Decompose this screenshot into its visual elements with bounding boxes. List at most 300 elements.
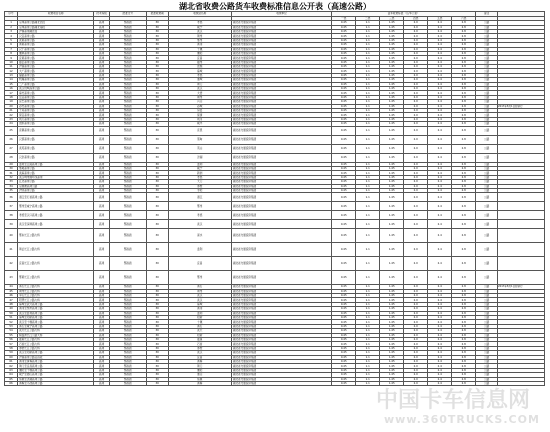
table-cell: 宜昌长江公路大桥 <box>18 257 94 271</box>
table-cell: 2.0 <box>404 166 428 170</box>
table-cell: 高速 <box>94 144 109 153</box>
table-cell: 高速 <box>94 104 109 108</box>
table-cell: 1.1 <box>356 220 380 229</box>
table-cell: 麻城 <box>168 302 231 306</box>
table-cell: 30 <box>146 21 168 25</box>
table-row <box>5 381 545 385</box>
table-cell: 0.45 <box>332 364 356 368</box>
table-cell: 高速 <box>94 180 109 184</box>
table-cell: 鄂政函 <box>109 220 146 229</box>
table-cell: 2.8 <box>452 73 476 77</box>
table-cell: 2.4 <box>428 188 452 192</box>
table-cell: 2.0 <box>404 302 428 306</box>
table-cell: 2.4 <box>428 364 452 368</box>
table-cell: 30 <box>146 220 168 229</box>
header-cell-class: 五类 <box>428 16 452 21</box>
table-cell: 黄冈 <box>168 43 231 47</box>
table-cell: 房县 <box>168 109 231 113</box>
table-cell: 4 <box>5 34 18 38</box>
table-cell: 20 <box>5 104 18 108</box>
table-cell: 荆岳长江公路大桥 <box>18 243 94 257</box>
table-cell: 十堰 <box>168 320 231 324</box>
table-cell: 公路 <box>476 342 498 346</box>
table-cell: 2.8 <box>452 220 476 229</box>
table-cell: 30 <box>146 377 168 381</box>
table-cell: 30 <box>146 126 168 135</box>
table-cell: 湖北省交通投资集团 <box>231 73 331 77</box>
table-cell: 2.0 <box>404 329 428 333</box>
table-cell: 1.45 <box>380 342 404 346</box>
table-cell: 鄂政函 <box>109 243 146 257</box>
table-cell: 鄂政函 <box>109 122 146 126</box>
table-cell: 2.8 <box>452 368 476 372</box>
table-cell: 0.45 <box>332 184 356 188</box>
table-cell: 鄂政函 <box>109 368 146 372</box>
table-cell: 湖北省交通投资集团 <box>231 289 331 293</box>
table-cell: 鄂政函 <box>109 333 146 337</box>
table-cell: 高速 <box>94 34 109 38</box>
table-cell: 2.4 <box>428 346 452 350</box>
table-cell: 武汉 <box>168 298 231 302</box>
table-cell: 0.45 <box>332 324 356 328</box>
table-cell: 2.4 <box>428 175 452 179</box>
table-cell: 1.1 <box>356 69 380 73</box>
table-cell: 鄂政函 <box>109 289 146 293</box>
table-cell: 汉洪高速公路 <box>18 153 94 162</box>
table-cell: 2.4 <box>428 320 452 324</box>
table-cell: 30 <box>146 381 168 385</box>
table-cell: 公路 <box>476 51 498 55</box>
table-cell: 2.4 <box>428 47 452 51</box>
table-cell: 30 <box>146 25 168 29</box>
table-cell: 公路 <box>476 175 498 179</box>
table-cell: 湖北省交通投资集团 <box>231 56 331 60</box>
table-cell: 30 <box>146 294 168 298</box>
table-cell: 0.45 <box>332 377 356 381</box>
table-cell: 公路 <box>476 211 498 220</box>
table-cell: 高速 <box>94 368 109 372</box>
table-cell: 鄂政函 <box>109 78 146 82</box>
table-cell: 2.4 <box>428 60 452 64</box>
table-cell: 0.45 <box>332 368 356 372</box>
table-cell: 2.0 <box>404 117 428 121</box>
table-cell: 随岳高速公路 <box>18 60 94 64</box>
table-cell: 公路 <box>476 153 498 162</box>
table-cell: 2.4 <box>428 311 452 315</box>
table-cell: 1.45 <box>380 153 404 162</box>
table-cell: 2.8 <box>452 271 476 285</box>
table-cell: 0.45 <box>332 381 356 385</box>
table-cell: 荆州 <box>168 95 231 99</box>
table-cell: 十堰 <box>168 47 231 51</box>
table-cell: 湖北省交通投资集团 <box>231 211 331 220</box>
table-cell: 鄂政函 <box>109 342 146 346</box>
table-cell: 高速 <box>94 43 109 47</box>
table-cell: 公路 <box>476 188 498 192</box>
table-cell: 2.0 <box>404 364 428 368</box>
table-cell: 0.45 <box>332 202 356 211</box>
table-cell: 宜昌 <box>168 355 231 359</box>
table-cell: 51 <box>5 316 18 320</box>
table-cell: 2.8 <box>452 25 476 29</box>
table-cell: 30 <box>146 117 168 121</box>
table-cell: 鄂政函 <box>109 65 146 69</box>
table-cell: 高速 <box>94 329 109 333</box>
table-cell: 30 <box>146 346 168 350</box>
table-cell: 1.1 <box>356 364 380 368</box>
table-cell: 30 <box>146 104 168 108</box>
table-cell: 2.8 <box>452 166 476 170</box>
table-cell: 湖北省交通投资集团 <box>231 243 331 257</box>
table-cell: 1.45 <box>380 47 404 51</box>
table-cell: 0.45 <box>332 294 356 298</box>
table-cell: 1.45 <box>380 104 404 108</box>
table-cell: 高速 <box>94 377 109 381</box>
table-cell: 麻城至武穴高速公路 <box>18 302 94 306</box>
table-cell: 1.45 <box>380 43 404 47</box>
table-cell: 公路 <box>476 38 498 42</box>
note-cell <box>498 220 545 229</box>
table-cell: 武汉绕城高速公路 <box>18 87 94 91</box>
header-cell-class: 三类 <box>380 16 404 21</box>
table-cell: 30 <box>146 188 168 192</box>
table-cell: 2.8 <box>452 377 476 381</box>
table-cell: 2.8 <box>452 311 476 315</box>
table-cell: 湖北省交通投资集团 <box>231 100 331 104</box>
table-cell: 29 <box>5 162 18 166</box>
table-cell: 2.8 <box>452 337 476 341</box>
table-cell: 2.4 <box>428 34 452 38</box>
table-cell: 1.45 <box>380 311 404 315</box>
table-cell: 30 <box>146 38 168 42</box>
table-cell: 31 <box>5 171 18 175</box>
table-cell: 1.1 <box>356 166 380 170</box>
table-cell: 41 <box>5 243 18 257</box>
table-cell: 公路 <box>476 298 498 302</box>
table-cell: 2.8 <box>452 202 476 211</box>
table-cell: 2.8 <box>452 153 476 162</box>
table-cell: 1.45 <box>380 271 404 285</box>
table-cell: 23 <box>5 117 18 121</box>
table-cell: 2.4 <box>428 359 452 363</box>
table-cell: 1.45 <box>380 73 404 77</box>
table-cell: 湖北省交通投资集团 <box>231 109 331 113</box>
table-cell: 1.45 <box>380 329 404 333</box>
table-cell: 公路 <box>476 377 498 381</box>
table-cell: 高速 <box>94 162 109 166</box>
table-cell: 30 <box>146 100 168 104</box>
table-cell: 公路 <box>476 122 498 126</box>
table-cell: 0.45 <box>332 122 356 126</box>
table-cell: 鄂政函 <box>109 311 146 315</box>
table-cell: 1.1 <box>356 144 380 153</box>
table-cell: 30 <box>146 333 168 337</box>
table-cell: 1.1 <box>356 324 380 328</box>
table-cell: 57 <box>5 342 18 346</box>
table-cell: 湖北省交通投资集团 <box>231 333 331 337</box>
table-cell: 咸宁至通山高速公路 <box>18 373 94 377</box>
table-cell: 公路 <box>476 289 498 293</box>
table-cell: 浠水 <box>168 229 231 243</box>
table-cell: 2.0 <box>404 298 428 302</box>
table-cell: 2.0 <box>404 69 428 73</box>
table-cell: 30 <box>146 229 168 243</box>
table-cell: 30 <box>146 243 168 257</box>
table-cell: 公路 <box>476 144 498 153</box>
table-cell: 荆州 <box>168 34 231 38</box>
table-cell: 30 <box>146 307 168 311</box>
table-cell: 2.8 <box>452 285 476 289</box>
table-cell: 25 <box>5 126 18 135</box>
table-cell: 襄阳 <box>168 51 231 55</box>
table-cell: 2.8 <box>452 69 476 73</box>
table-cell: 孝感 <box>168 211 231 220</box>
table-cell: 高速 <box>94 364 109 368</box>
table-cell: 1.45 <box>380 298 404 302</box>
table-cell: 高速 <box>94 346 109 350</box>
table-cell: 2.4 <box>428 69 452 73</box>
table-cell: 2.0 <box>404 60 428 64</box>
table-cell: 利川 <box>168 117 231 121</box>
table-cell: 30 <box>146 355 168 359</box>
table-cell: 鄂政函 <box>109 184 146 188</box>
table-cell: 湖北省交通投资集团 <box>231 91 331 95</box>
table-cell: 1.45 <box>380 243 404 257</box>
table-cell: 8 <box>5 51 18 55</box>
table-cell: 公路 <box>476 162 498 166</box>
table-cell: 0.45 <box>332 51 356 55</box>
table-cell: 1.1 <box>356 346 380 350</box>
table-cell: 1.45 <box>380 257 404 271</box>
table-cell: 湖北省交通投资集团 <box>231 38 331 42</box>
table-cell: 高速 <box>94 193 109 202</box>
table-cell: 通山 <box>168 373 231 377</box>
table-cell: 黄冈至黄梅高速公路 <box>18 359 94 363</box>
table-cell: 0.45 <box>332 117 356 121</box>
table-cell: 高速 <box>94 307 109 311</box>
table-cell: 高速 <box>94 87 109 91</box>
table-cell: 30 <box>146 329 168 333</box>
table-cell: 30 <box>5 166 18 170</box>
table-cell: 1.1 <box>356 298 380 302</box>
table-cell: 0.45 <box>332 243 356 257</box>
table-cell: 1.45 <box>380 220 404 229</box>
table-cell: 汉十高速公路 <box>18 47 94 51</box>
table-cell: 2.0 <box>404 100 428 104</box>
table-cell: 1.45 <box>380 188 404 192</box>
header-cell-class: 六类 <box>452 16 476 21</box>
table-cell: 公路 <box>476 333 498 337</box>
table-cell: 湖北省交通投资集团 <box>231 298 331 302</box>
table-cell: 高速 <box>94 56 109 60</box>
table-cell: 2.0 <box>404 373 428 377</box>
table-cell: 1.45 <box>380 316 404 320</box>
table-cell: 30 <box>146 82 168 86</box>
table-cell: 鄂政函 <box>109 285 146 289</box>
table-cell: 30 <box>146 316 168 320</box>
table-cell: 1.45 <box>380 60 404 64</box>
table-cell: 2.4 <box>428 285 452 289</box>
table-cell: 2.0 <box>404 87 428 91</box>
table-cell: 2.8 <box>452 229 476 243</box>
table-cell: 1.1 <box>356 51 380 55</box>
table-cell: 沪蓉高速湖北段 <box>18 29 94 33</box>
table-cell: 1.1 <box>356 73 380 77</box>
table-cell: 2.8 <box>452 373 476 377</box>
table-cell: 2.0 <box>404 109 428 113</box>
table-cell: 47 <box>5 298 18 302</box>
table-cell: 2.8 <box>452 47 476 51</box>
table-cell: 高速 <box>94 21 109 25</box>
table-cell: 43 <box>5 271 18 285</box>
table-cell: 高速 <box>94 320 109 324</box>
table-cell: 1 <box>5 21 18 25</box>
table-cell: 公路 <box>476 202 498 211</box>
table-cell: 1.1 <box>356 82 380 86</box>
table-cell: 1.1 <box>356 113 380 117</box>
table-cell: 2.8 <box>452 60 476 64</box>
table-cell: 黄梅至小池高速公路 <box>18 381 94 385</box>
table-cell: 0.45 <box>332 373 356 377</box>
table-cell: 2.0 <box>404 73 428 77</box>
table-cell: 3 <box>5 29 18 33</box>
table-cell: 1.1 <box>356 311 380 315</box>
table-cell: 0.45 <box>332 65 356 69</box>
header-cell: 收费站名称 <box>168 12 231 17</box>
table-cell: 12 <box>5 69 18 73</box>
table-cell: 2.0 <box>404 316 428 320</box>
table-cell: 1.45 <box>380 368 404 372</box>
table-cell: 1.1 <box>356 316 380 320</box>
table-cell: 宜黄高速公路 <box>18 56 94 60</box>
table-cell: 2.0 <box>404 320 428 324</box>
table-cell: 2.8 <box>452 346 476 350</box>
header-cell-class: 四类 <box>404 16 428 21</box>
table-cell: 52 <box>5 320 18 324</box>
table-cell: 鄂政函 <box>109 82 146 86</box>
table-cell: 1.1 <box>356 65 380 69</box>
table-cell: 2.4 <box>428 373 452 377</box>
table-cell: 2.0 <box>404 65 428 69</box>
table-cell: 武汉至监利高速公路 <box>18 311 94 315</box>
table-cell: 2.4 <box>428 180 452 184</box>
table-cell: 公路 <box>476 100 498 104</box>
table-cell: 2.8 <box>452 324 476 328</box>
table-cell: 湖北省交通投资集团 <box>231 113 331 117</box>
table-cell: 2.0 <box>404 220 428 229</box>
table-cell: 湖北省交通投资集团 <box>231 171 331 175</box>
table-cell: 30 <box>146 180 168 184</box>
table-cell: 2.0 <box>404 135 428 144</box>
table-cell: 58 <box>5 346 18 350</box>
table-cell: 1.45 <box>380 113 404 117</box>
table-cell: 2.4 <box>428 126 452 135</box>
table-cell: 2.8 <box>452 294 476 298</box>
table-cell: 襄阳 <box>168 368 231 372</box>
table-cell: 蔡甸 <box>168 135 231 144</box>
table-cell: 30 <box>146 271 168 285</box>
table-cell: 高速 <box>94 100 109 104</box>
table-cell: 公路 <box>476 294 498 298</box>
table-cell: 十房高速公路 <box>18 109 94 113</box>
table-cell: 2.0 <box>404 104 428 108</box>
table-row <box>5 144 545 153</box>
table-cell: 2.8 <box>452 316 476 320</box>
table-cell: 17 <box>5 91 18 95</box>
table-cell: 30 <box>146 87 168 91</box>
table-cell: 高速 <box>94 175 109 179</box>
table-cell: 1.1 <box>356 193 380 202</box>
table-cell: 咸丰 <box>168 122 231 126</box>
table-cell: 30 <box>146 184 168 188</box>
table-cell: 1.1 <box>356 342 380 346</box>
table-cell: 0.45 <box>332 91 356 95</box>
table-cell: 1.45 <box>380 346 404 350</box>
table-cell: 2.8 <box>452 51 476 55</box>
table-cell: 1.1 <box>356 180 380 184</box>
table-cell: 1.1 <box>356 43 380 47</box>
watermark-logo-text: 中国卡车信息网 <box>376 388 531 413</box>
table-cell: 1.1 <box>356 243 380 257</box>
table-cell: 1.1 <box>356 351 380 355</box>
table-cell: 麻城 <box>168 69 231 73</box>
table-cell: 高速 <box>94 381 109 385</box>
table-cell: 2.0 <box>404 91 428 95</box>
table-row <box>5 271 545 285</box>
table-cell: 1.1 <box>356 38 380 42</box>
table-cell: 高速 <box>94 373 109 377</box>
table-cell: 1.1 <box>356 117 380 121</box>
table-cell: 汉蔡高速公路 <box>18 135 94 144</box>
table-cell: 0.45 <box>332 47 356 51</box>
note-cell <box>498 153 545 162</box>
table-cell: 1.1 <box>356 56 380 60</box>
fee-table-body <box>5 21 545 386</box>
table-cell: 0.45 <box>332 25 356 29</box>
table-cell: 0.45 <box>332 257 356 271</box>
table-cell: 26 <box>5 135 18 144</box>
table-cell: 2.4 <box>428 56 452 60</box>
table-cell: 孝感 <box>168 175 231 179</box>
table-cell: 2.8 <box>452 65 476 69</box>
table-cell: 2.0 <box>404 171 428 175</box>
table-cell: 2.0 <box>404 355 428 359</box>
table-cell: 阳新 <box>168 316 231 320</box>
table-cell: 鄂政函 <box>109 135 146 144</box>
table-cell: 2.4 <box>428 298 452 302</box>
table-cell: 2.4 <box>428 381 452 385</box>
table-cell: 1.45 <box>380 91 404 95</box>
table-cell: 2.8 <box>452 329 476 333</box>
table-cell: 1.45 <box>380 359 404 363</box>
table-cell: 高速 <box>94 47 109 51</box>
table-cell: 鄂政函 <box>109 298 146 302</box>
table-cell: 2.0 <box>404 342 428 346</box>
table-cell: 2.0 <box>404 175 428 179</box>
table-cell: 鄂黄长江公路大桥 <box>18 271 94 285</box>
table-cell: 湖北省交通投资集团 <box>231 188 331 192</box>
table-cell: 1.1 <box>356 25 380 29</box>
table-cell: 棋盘洲长江公路大桥 <box>18 333 94 337</box>
table-cell: 湖北省交通投资集团 <box>231 184 331 188</box>
table-cell: 18 <box>5 95 18 99</box>
table-cell: 1.1 <box>356 307 380 311</box>
table-cell: 公路 <box>476 243 498 257</box>
table-cell: 1.45 <box>380 117 404 121</box>
table-cell: 公路 <box>476 381 498 385</box>
table-cell: 湖北省交通投资集团 <box>231 229 331 243</box>
table-cell: 高速 <box>94 135 109 144</box>
